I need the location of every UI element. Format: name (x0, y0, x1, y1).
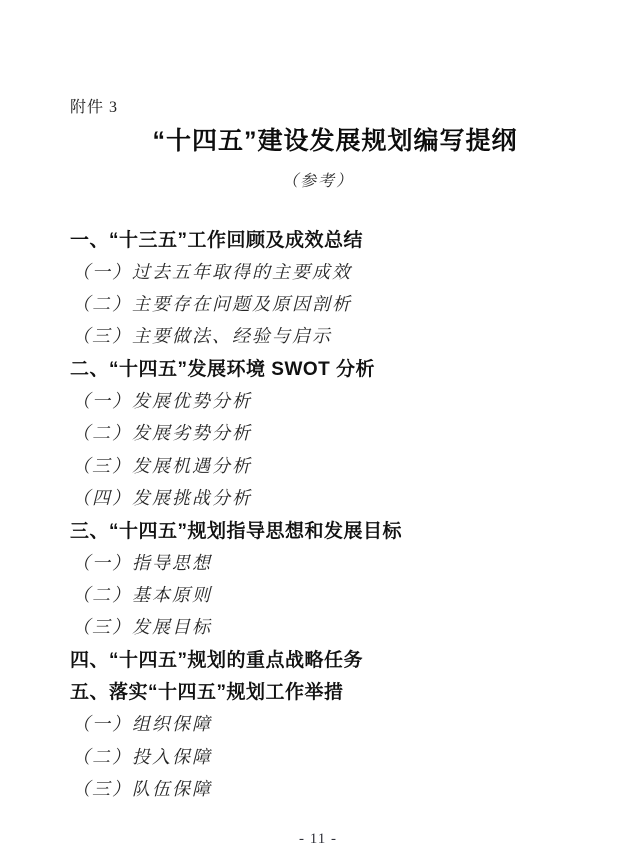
outline-heading-5: 五、落实“十四五”规划工作举措 (70, 682, 344, 704)
outline-item-2-1: （一）发展优势分析 (72, 390, 252, 411)
outline-item-2-4: （四）发展挑战分析 (72, 487, 252, 508)
outline (0, 222, 636, 804)
outline-item-1-2: （二）主要存在问题及原因剖析 (72, 293, 352, 314)
outline-heading-1: 一、“十三五”工作回顾及成效总结 (70, 229, 364, 251)
outline-item-3-3: （三）发展目标 (72, 617, 212, 638)
page-title: “十四五”建设发展规划编写提纲 (152, 127, 518, 155)
outline-heading-4: 四、“十四五”规划的重点战略任务 (70, 650, 364, 672)
outline-item-1-3: （三）主要做法、经验与启示 (72, 326, 332, 347)
outline-heading-3: 三、“十四五”规划指导思想和发展目标 (70, 520, 403, 542)
outline-item-3-1: （一）指导思想 (72, 552, 212, 573)
outline-item-5-1: （一）组织保障 (72, 714, 212, 735)
page-subtitle: （参考） (281, 173, 354, 190)
outline-heading-2: 二、“十四五”发展环境 SWOT 分析 (70, 359, 376, 381)
attachment-label: 附件 3 (70, 99, 119, 116)
page-number: - 11 - (299, 831, 337, 847)
outline-item-5-2: （二）投入保障 (72, 746, 212, 767)
outline-item-5-3: （三）队伍保障 (72, 779, 212, 800)
outline-item-1-1: （一）过去五年取得的主要成效 (72, 261, 352, 282)
outline-item-2-2: （二）发展劣势分析 (72, 423, 252, 444)
outline-item-2-3: （三）发展机遇分析 (72, 455, 252, 476)
outline-item-3-2: （二）基本原则 (72, 584, 212, 605)
